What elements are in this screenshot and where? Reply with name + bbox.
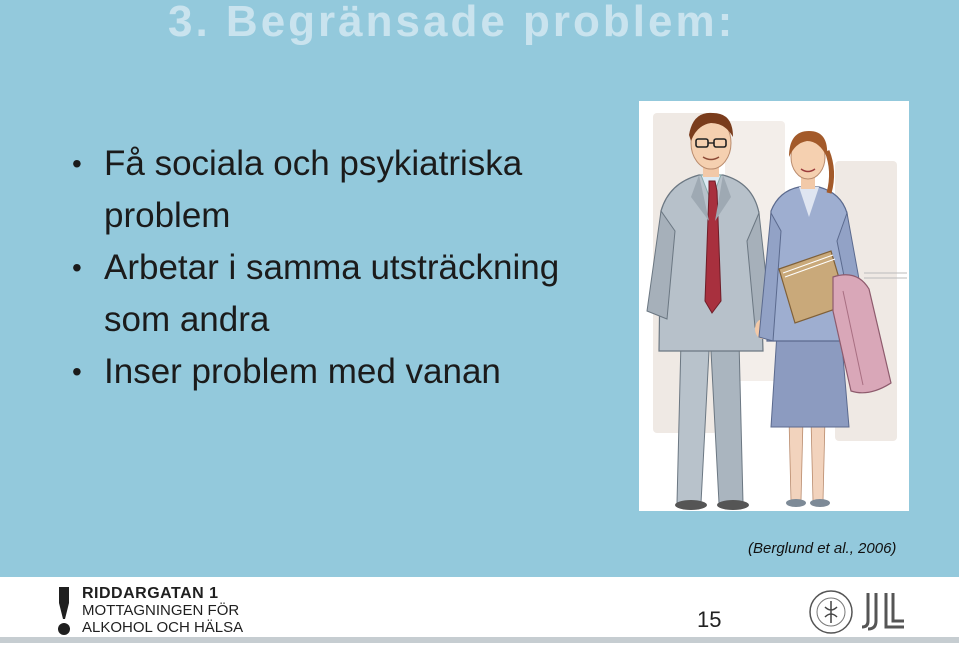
bullet-item: • Inser problem med vanan [70, 346, 630, 398]
bullet-list [70, 138, 630, 398]
logo-line: ALKOHOL OCH HÄLSA [82, 619, 244, 636]
logo-text [82, 585, 243, 636]
karolinska-seal-icon [808, 589, 854, 635]
jl-logo-icon [862, 591, 904, 631]
footer [0, 577, 959, 645]
footer-rule [0, 637, 959, 643]
logo-line: MOTTAGNINGEN FÖR [82, 602, 240, 619]
bullet-item: • Arbetar i samma utsträckning som andra [70, 242, 630, 346]
illustration-man-and-woman [639, 101, 909, 511]
bottle-logo-icon [56, 587, 72, 635]
citation: (Berglund et al., 2006) [748, 540, 897, 557]
bullet-item: • Få sociala och psykiatriska problem [70, 138, 630, 242]
slide-title: 3. Begränsade problem: [168, 0, 736, 46]
riddargatan-logo [56, 585, 246, 637]
logo-line: RIDDARGATAN 1 [82, 585, 219, 602]
page-number: 15 [697, 607, 722, 632]
